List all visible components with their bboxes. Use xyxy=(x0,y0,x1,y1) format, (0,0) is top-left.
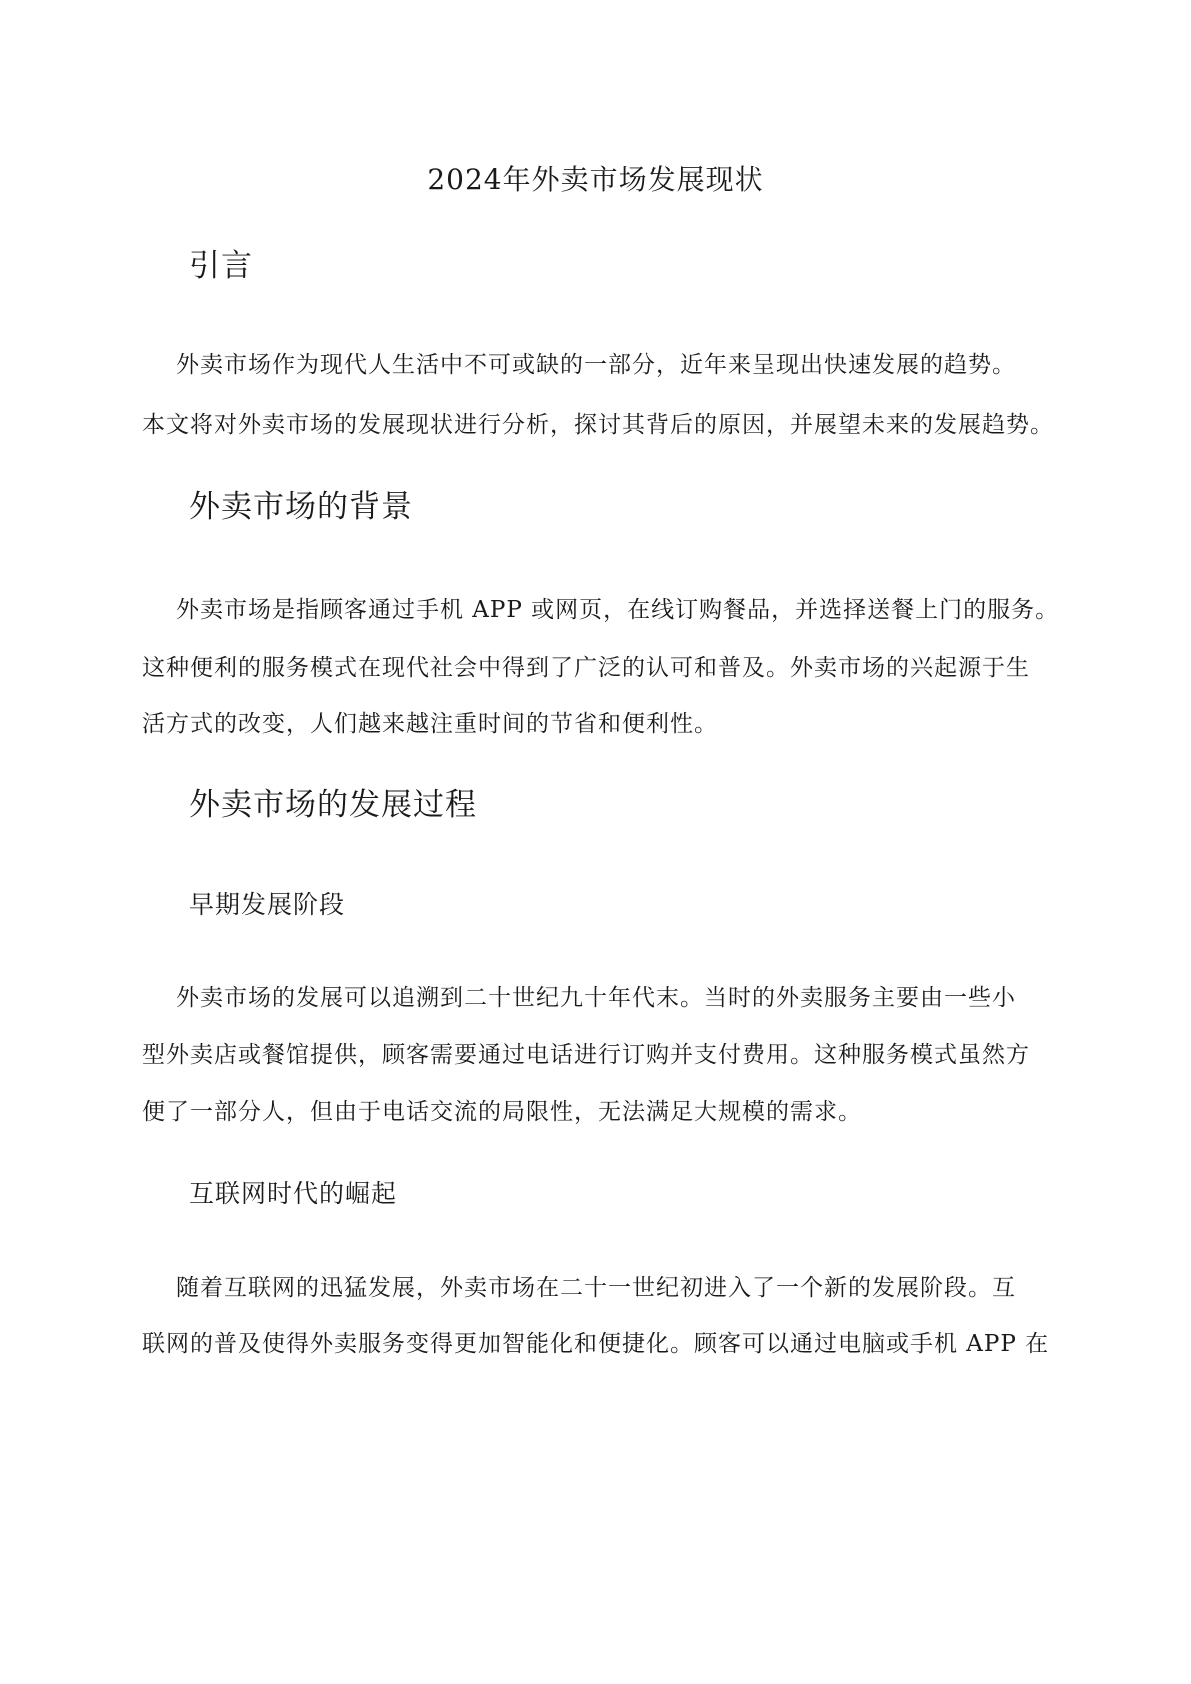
paragraph-line: 活方式的改变，人们越来越注重时间的节省和便利性。 xyxy=(142,711,718,737)
section-heading-introduction: 引言 xyxy=(189,248,253,284)
paragraph-line: 本文将对外卖市场的发展现状进行分析，探讨其背后的原因，并展望未来的发展趋势。 xyxy=(142,412,1054,438)
paragraph-line: 型外卖店或餐馆提供，顾客需要通过电话进行订购并支付费用。这种服务模式虽然方 xyxy=(142,1042,1030,1068)
paragraph-line: 这种便利的服务模式在现代社会中得到了广泛的认可和普及。外卖市场的兴起源于生 xyxy=(142,655,1030,681)
paragraph-line: 外卖市场是指顾客通过手机 APP 或网页，在线订购餐品，并选择送餐上门的服务。 xyxy=(176,597,1060,623)
section-heading-background: 外卖市场的背景 xyxy=(189,489,413,525)
paragraph-line: 联网的普及使得外卖服务变得更加智能化和便捷化。顾客可以通过电脑或手机 APP 在 xyxy=(142,1331,1050,1357)
subsection-heading-early-stage: 早期发展阶段 xyxy=(189,890,346,919)
section-heading-development: 外卖市场的发展过程 xyxy=(189,787,477,823)
paragraph-line: 便了一部分人，但由于电话交流的局限性，无法满足大规模的需求。 xyxy=(142,1099,862,1125)
subsection-heading-internet-era: 互联网时代的崛起 xyxy=(189,1179,398,1208)
paragraph-line: 外卖市场作为现代人生活中不可或缺的一部分，近年来呈现出快速发展的趋势。 xyxy=(176,352,1016,378)
paragraph-line: 随着互联网的迅猛发展，外卖市场在二十一世纪初进入了一个新的发展阶段。互 xyxy=(176,1275,1016,1301)
document-title: 2024年外卖市场发展现状 xyxy=(427,163,764,196)
paragraph-line: 外卖市场的发展可以追溯到二十世纪九十年代末。当时的外卖服务主要由一些小 xyxy=(176,985,1016,1011)
